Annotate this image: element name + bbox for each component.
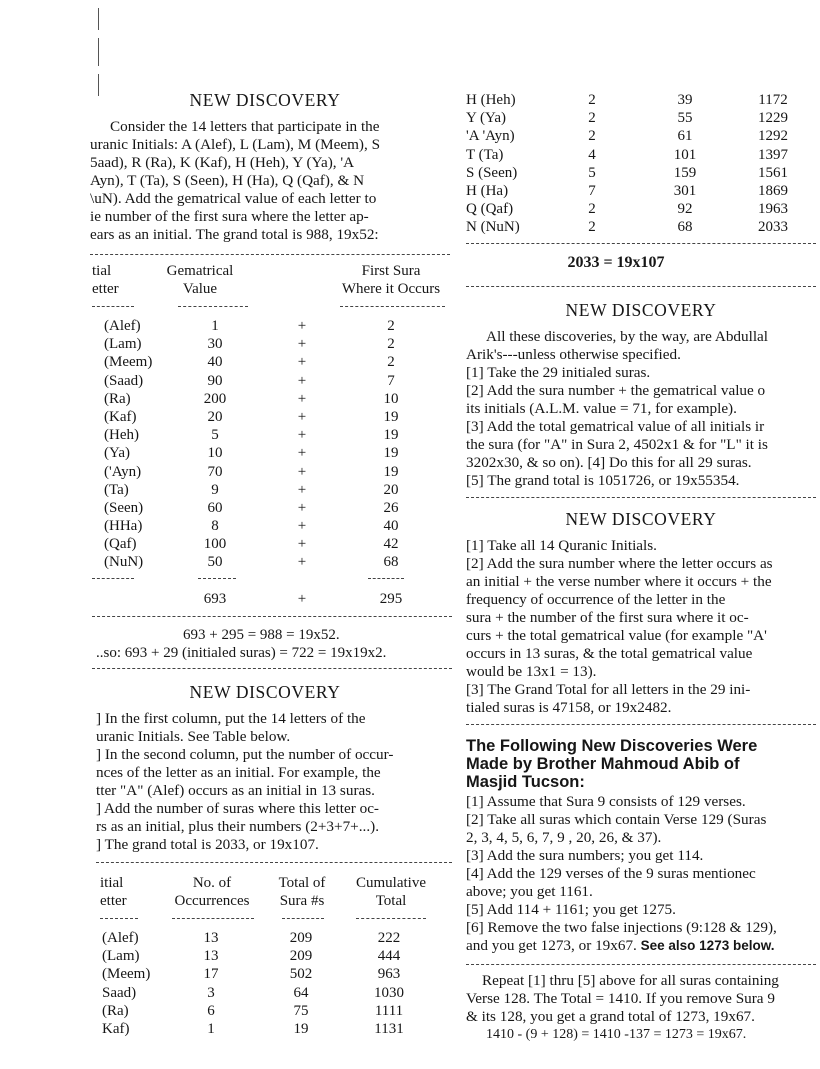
section-heading: NEW DISCOVERY <box>189 682 341 702</box>
occurrences-cell: 2 <box>588 128 596 145</box>
table-row <box>92 517 452 535</box>
paragraph-line: uranic Initials. See Table below. <box>96 728 291 745</box>
plus-cell: + <box>297 554 307 571</box>
paragraph-line: \uN). Add the gematrical value of each letter to <box>90 190 377 207</box>
occurrences-cell: 2 <box>588 201 596 218</box>
cumulative-cell: 1172 <box>758 92 788 108</box>
cumulative-cell: 1229 <box>758 110 788 127</box>
table-row <box>92 408 452 426</box>
section5-paragraph <box>466 793 818 955</box>
binding-mark <box>98 8 99 30</box>
paragraph-line: All these discoveries, by the way, are Abdullal <box>486 328 769 345</box>
paragraph-line: Consider the 14 letters that participate in the <box>110 118 380 135</box>
paragraph-line: 5aad), R (Ra), K (Kaf), H (Heh), Y (Ya), 'A <box>90 154 355 171</box>
letter-cell: H (Heh) <box>466 92 516 108</box>
plus-cell: + <box>297 499 307 516</box>
occurrences-cell: 2 <box>588 110 596 127</box>
value-cell: 100 <box>203 536 227 553</box>
binding-mark <box>98 38 99 66</box>
value-cell: 1 <box>211 318 219 334</box>
occurrences-cell: 2 <box>588 219 596 236</box>
value-cell: 50 <box>207 554 223 571</box>
table-row <box>92 499 452 517</box>
paragraph-line: rs as an initial, plus their numbers (2+3+7+...). <box>96 818 379 835</box>
divider <box>466 243 816 244</box>
paragraph-line: tter "A" (Alef) occurs as an initial in 13 suras. <box>96 782 375 799</box>
table-row <box>98 1002 454 1020</box>
value-cell: 60 <box>207 499 223 516</box>
divider <box>466 724 816 725</box>
plus-cell: + <box>297 372 307 389</box>
letter-cell: (Lam) <box>102 948 140 965</box>
sura-cell: 19 <box>383 463 399 480</box>
divider <box>282 918 324 919</box>
occurrences-cell: 7 <box>588 182 596 199</box>
paragraph-line: ears as an initial. The grand total is 988, 19x52: <box>90 226 379 243</box>
total-cell: 19 <box>293 1020 309 1037</box>
paragraph-line: ie number of the first sura where the letter ap- <box>90 208 369 225</box>
cumulative-cell: 1111 <box>374 1002 404 1019</box>
divider <box>198 578 236 579</box>
divider <box>368 578 404 579</box>
paragraph-line: Ayn), T (Ta), S (Seen), H (Ha), Q (Qaf), & N <box>90 172 365 189</box>
letter-cell: Kaf) <box>102 1020 130 1037</box>
occurrences-cell: 13 <box>203 930 219 946</box>
column-header-letter: itial etter <box>100 875 127 909</box>
occurrences-cell: 6 <box>207 1002 215 1019</box>
value-cell: 90 <box>207 372 223 389</box>
paragraph-line: [5] Add 114 + 1161; you get 1275. <box>466 901 676 918</box>
occurrences-cell: 2 <box>588 92 596 108</box>
paragraph-line: curs + the total gematrical value (for example "A' <box>466 627 767 644</box>
letter-cell: Saad) <box>102 984 137 1001</box>
total-sura: 295 <box>379 591 403 607</box>
section5-heading: The Following New Discoveries Were Made by Brother Mahmoud Abib of Masjid Tucson: <box>466 737 758 791</box>
letter-cell: H (Ha) <box>466 182 509 199</box>
table-row <box>92 335 452 353</box>
plus-cell: + <box>297 408 307 425</box>
paragraph-line: and you get 1273, or 19x67. See also 1273 below. <box>466 937 775 954</box>
divider <box>466 286 816 287</box>
value-cell: 40 <box>207 354 223 371</box>
gematrical-table <box>92 317 452 572</box>
divider <box>356 918 426 919</box>
letter-cell: (Lam) <box>104 336 142 353</box>
divider <box>92 616 452 617</box>
cumulative-cell: 444 <box>377 948 401 965</box>
plus-cell: + <box>297 463 307 480</box>
paragraph-line: an initial + the verse number where it occurs + the <box>466 573 772 590</box>
paragraph-line: [4] Add the 129 verses of the 9 suras mentionec <box>466 865 756 882</box>
divider <box>92 668 452 669</box>
section-heading: NEW DISCOVERY <box>189 90 341 110</box>
section1-paragraph <box>90 118 440 244</box>
section3-paragraph <box>466 328 818 490</box>
see-also-note: See also 1273 below. <box>640 938 775 953</box>
sura-cell: 19 <box>383 427 399 444</box>
column-header-letter: tial etter <box>92 263 119 297</box>
binding-mark <box>98 74 99 96</box>
divider <box>100 918 138 919</box>
value-cell: 10 <box>207 445 223 462</box>
occurrences-cell: 1 <box>207 1020 215 1037</box>
occurrences-cell: 5 <box>588 164 596 181</box>
plus-cell: + <box>297 518 307 535</box>
value-cell: 9 <box>211 481 219 498</box>
letter-cell: ('Ayn) <box>104 463 142 480</box>
occurrence-table <box>98 929 454 1038</box>
total-cell: 75 <box>293 1002 309 1019</box>
sura-cell: 68 <box>383 554 399 571</box>
value-cell: 200 <box>203 390 227 407</box>
plus-cell: + <box>297 390 307 407</box>
total-value: 693 <box>203 591 227 607</box>
cumulative-cell: 1131 <box>374 1020 404 1037</box>
paragraph-line: above; you get 1161. <box>466 883 593 900</box>
sura-cell: 26 <box>383 499 399 516</box>
section4-paragraph <box>466 537 818 717</box>
table-row <box>466 109 816 127</box>
letter-cell: Q (Qaf) <box>466 201 514 218</box>
paragraph-line: occurs in 13 suras, & the total gematrical value <box>466 645 753 662</box>
table-row <box>466 91 816 109</box>
total-cell: 101 <box>673 146 697 163</box>
letter-cell: (Seen) <box>104 499 144 516</box>
paragraph-line: ] Add the number of suras where this letter oc- <box>96 800 379 817</box>
column-header-cumulative: Cumulative Total <box>356 875 426 909</box>
total-cell: 61 <box>677 128 693 145</box>
sura-cell: 19 <box>383 408 399 425</box>
paragraph-line: [6] Remove the two false injections (9:128 & 129), <box>466 919 777 936</box>
letter-cell: S (Seen) <box>466 164 518 181</box>
letter-cell: (Saad) <box>104 372 144 389</box>
table-result: 2033 = 19x107 <box>567 254 665 271</box>
table-row <box>98 929 454 947</box>
section-heading: NEW DISCOVERY <box>565 509 717 529</box>
table-row <box>466 200 816 218</box>
cumulative-cell: 1869 <box>758 182 788 199</box>
paragraph-line: ] In the second column, put the number of occur- <box>96 746 394 763</box>
table-row <box>466 127 816 145</box>
letter-cell: N (NuN) <box>466 219 520 236</box>
paragraph-line: the sura (for "A" in Sura 2, 4502x1 & for "L" it is <box>466 436 768 453</box>
occurrences-cell: 17 <box>203 966 219 983</box>
total-plus: + <box>297 591 307 607</box>
plus-cell: + <box>297 536 307 553</box>
final-equation: 1410 - (9 + 128) = 1410 -137 = 1273 = 19x67. <box>486 1027 747 1042</box>
cumulative-cell: 1030 <box>374 984 404 1001</box>
paragraph-line: [2] Take all suras which contain Verse 129 (Suras <box>466 811 767 828</box>
paragraph-line: sura + the number of the first sura where it oc- <box>466 609 749 626</box>
divider <box>96 862 452 863</box>
cumulative-cell: 963 <box>377 966 401 983</box>
letter-cell: 'A 'Ayn) <box>466 128 515 145</box>
sura-cell: 2 <box>387 336 395 353</box>
table-row <box>98 1020 454 1038</box>
letter-cell: Y (Ya) <box>466 110 507 127</box>
table-row <box>466 218 816 236</box>
total-cell: 64 <box>293 984 309 1001</box>
sura-cell: 42 <box>383 536 399 553</box>
plus-cell: + <box>297 445 307 462</box>
occurrences-cell: 3 <box>207 984 215 1001</box>
plus-cell: + <box>297 427 307 444</box>
paragraph-line: Repeat [1] thru [5] above for all suras containing <box>482 972 779 989</box>
letter-cell: (Ra) <box>104 390 131 407</box>
paragraph-line: 3202x30, & so on). [4] Do this for all 29 suras. <box>466 454 752 471</box>
paragraph-line: frequency of occurrence of the letter in the <box>466 591 726 608</box>
table-row <box>466 164 816 182</box>
letter-cell: (HHa) <box>104 518 143 535</box>
paragraph-line: [1] Assume that Sura 9 consists of 129 verses. <box>466 793 746 810</box>
cumulative-cell: 1561 <box>758 164 788 181</box>
sura-cell: 19 <box>383 445 399 462</box>
letter-cell: (Ya) <box>104 445 130 462</box>
total-cell: 159 <box>673 164 697 181</box>
divider <box>466 964 816 965</box>
letter-cell: (Heh) <box>104 427 139 444</box>
sura-cell: 10 <box>383 390 399 407</box>
cumulative-cell: 1292 <box>758 128 788 145</box>
value-cell: 5 <box>211 427 219 444</box>
cumulative-cell: 222 <box>377 930 401 946</box>
table-row <box>92 481 452 499</box>
paragraph-line: Arik's---unless otherwise specified. <box>466 346 681 363</box>
paragraph-line: Verse 128. The Total = 1410. If you remove Sura 9 <box>466 990 775 1007</box>
table-row <box>92 463 452 481</box>
section-heading: NEW DISCOVERY <box>565 300 717 320</box>
paragraph-line: [1] Take the 29 initialed suras. <box>466 364 651 381</box>
paragraph-line: [3] Add the sura numbers; you get 114. <box>466 847 704 864</box>
total-cell: 39 <box>677 92 693 108</box>
paragraph-line: & its 128, you get a grand total of 1273, 19x67. <box>466 1008 755 1025</box>
occurrences-cell: 13 <box>203 948 219 965</box>
table-row <box>92 317 452 335</box>
paragraph-line: uranic Initials: A (Alef), L (Lam), M (Meem), S <box>90 136 381 153</box>
paragraph-line: its initials (A.L.M. value = 71, for example). <box>466 400 737 417</box>
paragraph-line: [1] Take all 14 Quranic Initials. <box>466 537 657 554</box>
table-row <box>92 390 452 408</box>
letter-cell: (Alef) <box>102 930 139 946</box>
letter-cell: (NuN) <box>104 554 144 571</box>
divider <box>92 578 134 579</box>
letter-cell: (Meem) <box>104 354 153 371</box>
occurrence-table-continued <box>466 91 816 237</box>
plus-cell: + <box>297 336 307 353</box>
cumulative-cell: 1397 <box>758 146 788 163</box>
table-row <box>98 965 454 983</box>
paragraph-line: nces of the letter as an initial. For example, the <box>96 764 381 781</box>
divider <box>466 497 816 498</box>
column-header-occurrences: No. of Occurrences <box>174 875 250 909</box>
divider <box>340 306 445 307</box>
table-row <box>92 353 452 371</box>
section5-paragraph-2 <box>466 972 818 1044</box>
paragraph-line: ] The grand total is 2033, or 19x107. <box>96 836 319 853</box>
total-cell: 55 <box>677 110 693 127</box>
letter-cell: (Qaf) <box>104 536 137 553</box>
letter-cell: (Meem) <box>102 966 151 983</box>
divider <box>178 306 248 307</box>
table-row <box>98 947 454 965</box>
paragraph-line: [3] Add the total gematrical value of all initials ir <box>466 418 765 435</box>
table-row <box>92 553 452 571</box>
table-row <box>466 146 816 164</box>
total-cell: 68 <box>677 219 693 236</box>
table-row <box>92 444 452 462</box>
paragraph-line: [3] The Grand Total for all letters in the 29 ini- <box>466 681 751 698</box>
paragraph-line: [2] Add the sura number + the gematrical value o <box>466 382 766 399</box>
occurrences-cell: 4 <box>588 146 596 163</box>
column-header-total: Total of Sura #s <box>278 875 326 909</box>
paragraph-line: [5] The grand total is 1051726, or 19x55354. <box>466 472 740 489</box>
letter-cell: T (Ta) <box>466 146 504 163</box>
total-cell: 301 <box>673 182 697 199</box>
paragraph-line: tialed suras is 47158, or 19x2482. <box>466 699 672 716</box>
table-row <box>92 426 452 444</box>
total-cell: 92 <box>677 201 693 218</box>
total-cell: 209 <box>289 930 313 946</box>
table-row <box>98 984 454 1002</box>
plus-cell: + <box>297 481 307 498</box>
sura-cell: 2 <box>387 318 395 334</box>
value-cell: 20 <box>207 408 223 425</box>
value-cell: 8 <box>211 518 219 535</box>
paragraph-line: [2] Add the sura number where the letter occurs as <box>466 555 773 572</box>
plus-cell: + <box>297 318 307 334</box>
sura-cell: 40 <box>383 518 399 535</box>
section2-paragraph <box>96 710 446 854</box>
column-header-value: Gematrical Value <box>166 263 234 297</box>
table-row <box>92 372 452 390</box>
divider <box>172 918 254 919</box>
paragraph-line: ] In the first column, put the 14 letters of the <box>96 710 366 727</box>
sura-cell: 7 <box>387 372 395 389</box>
paragraph-line: would be 13x1 = 13). <box>466 663 597 680</box>
total-cell: 209 <box>289 948 313 965</box>
paragraph-line: 2, 3, 4, 5, 6, 7, 9 , 20, 26, & 37). <box>466 829 662 846</box>
sura-cell: 20 <box>383 481 399 498</box>
total-cell: 502 <box>289 966 313 983</box>
equation: 693 + 295 = 988 = 19x52. <box>183 627 340 643</box>
equation: ..so: 693 + 29 (initialed suras) = 722 = 19x19x2. <box>96 645 387 661</box>
table-row <box>466 182 816 200</box>
cumulative-cell: 2033 <box>758 219 788 236</box>
divider <box>90 254 450 255</box>
letter-cell: (Kaf) <box>104 408 137 425</box>
plus-cell: + <box>297 354 307 371</box>
sura-cell: 2 <box>387 354 395 371</box>
letter-cell: (Alef) <box>104 318 141 334</box>
letter-cell: (Ra) <box>102 1002 129 1019</box>
value-cell: 30 <box>207 336 223 353</box>
table-row <box>92 535 452 553</box>
column-divider <box>458 88 459 1058</box>
value-cell: 70 <box>207 463 223 480</box>
cumulative-cell: 1963 <box>758 201 788 218</box>
divider <box>92 306 134 307</box>
column-header-sura: First Sura Where it Occurs <box>341 263 441 297</box>
letter-cell: (Ta) <box>104 481 129 498</box>
